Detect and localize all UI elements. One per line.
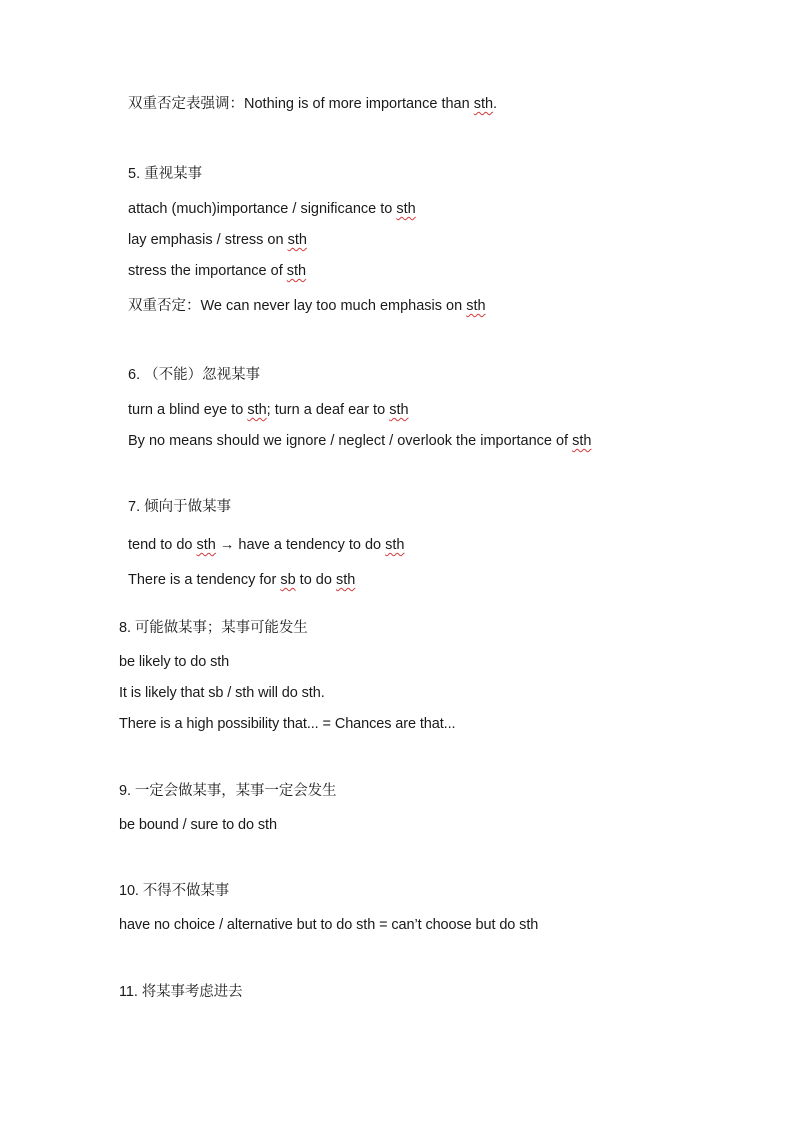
phrase-line bbox=[128, 199, 416, 219]
spellcheck-word: sth bbox=[572, 433, 592, 449]
spellcheck-word: sth bbox=[196, 537, 216, 553]
phrase-text: turn a blind eye to bbox=[128, 402, 248, 418]
phrase-line: be likely to do sth bbox=[119, 654, 230, 670]
phrase-text: ; turn a deaf ear to bbox=[266, 402, 390, 418]
spellcheck-word: sth bbox=[473, 96, 494, 112]
spellcheck-word: sth bbox=[385, 537, 405, 553]
spellcheck-word: sth bbox=[287, 232, 307, 248]
spellcheck-word: sth bbox=[335, 572, 356, 588]
section-heading: 9. 一定会做某事，某事一定会发生 bbox=[119, 783, 337, 799]
phrase-line: have no choice / alternative but to do sth = can’t choose but do sth bbox=[119, 917, 539, 933]
phrase-text: lay emphasis / stress on bbox=[128, 232, 288, 248]
phrase-text: There is a tendency for bbox=[128, 572, 281, 588]
spellcheck-word: sth bbox=[389, 402, 409, 418]
phrase-text: 双重否定：We can never lay too much emphasis on bbox=[128, 298, 467, 314]
phrase-line: It is likely that sb / sth will do sth. bbox=[119, 685, 325, 701]
phrase-line bbox=[128, 400, 409, 420]
spellcheck-word: sth bbox=[247, 402, 267, 418]
phrase-line: be bound / sure to do sth bbox=[119, 817, 277, 833]
phrase-text: to do bbox=[295, 572, 336, 588]
section-heading: 11. 将某事考虑进去 bbox=[119, 984, 243, 1000]
phrase-line: There is a high possibility that... = Chances are that... bbox=[119, 716, 456, 732]
phrase-line bbox=[128, 535, 405, 555]
phrase-text: attach (much)importance / significance to bbox=[128, 201, 397, 217]
section-heading: 10. 不得不做某事 bbox=[119, 883, 230, 899]
phrase-text: By no means should we ignore / neglect / overlook the importance of bbox=[128, 433, 573, 449]
note-text: . bbox=[493, 96, 498, 112]
phrase-text: tend to do bbox=[128, 537, 197, 553]
section-heading: 5. 重视某事 bbox=[128, 166, 203, 182]
phrase-line bbox=[128, 570, 355, 590]
section-heading: 8. 可能做某事；某事可能发生 bbox=[119, 620, 308, 636]
section-heading: 7. 倾向于做某事 bbox=[128, 499, 232, 515]
note-line bbox=[128, 94, 497, 114]
phrase-line bbox=[128, 261, 306, 281]
phrase-line bbox=[128, 230, 307, 250]
spellcheck-word: sth bbox=[396, 201, 416, 217]
phrase-line bbox=[128, 431, 591, 451]
spellcheck-word: sth bbox=[466, 298, 486, 314]
phrase-text: → have a tendency to do bbox=[215, 537, 386, 553]
note-text: 双重否定表强调：Nothing is of more importance than bbox=[128, 96, 474, 112]
spellcheck-word: sb bbox=[280, 572, 296, 588]
section-heading: 6. （不能）忽视某事 bbox=[128, 367, 261, 383]
spellcheck-word: sth bbox=[286, 263, 307, 279]
phrase-text: stress the importance of bbox=[128, 263, 287, 279]
phrase-line bbox=[128, 296, 486, 316]
